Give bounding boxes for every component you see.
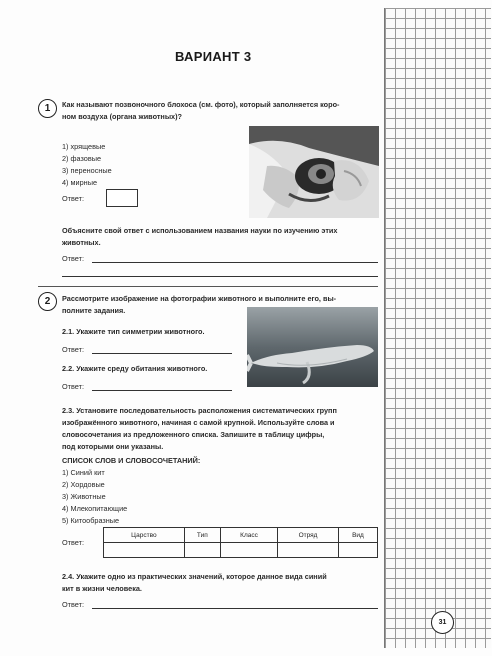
header-kingdom: Царство (104, 528, 185, 543)
q1-answer-line-2[interactable] (62, 276, 378, 277)
q1-option-2: 2) фазовые (62, 154, 101, 163)
q2-sub1: 2.1. Укажите тип симметрии животного. (62, 327, 205, 336)
q1-answer-label: Ответ: (62, 194, 84, 203)
q1-answer-line-1[interactable] (92, 262, 378, 263)
q1-explain-line2: животных. (62, 238, 101, 247)
page-number: 31 (431, 611, 454, 634)
answer-cell-phylum[interactable] (184, 543, 220, 558)
q1-answer-box[interactable] (106, 189, 138, 207)
q2-answer2-line[interactable] (92, 390, 232, 391)
q1-explain-line1: Объясните свой ответ с использованием названия науки по изучению этих (62, 226, 338, 235)
header-order: Отряд (278, 528, 339, 543)
q2-answer4-line[interactable] (92, 608, 378, 609)
whale-photo (247, 307, 378, 387)
q2-sub3-line3: словосочетания из предложенного списка. Запишите в таблицу цифры, (62, 430, 325, 439)
table-header-row (104, 528, 378, 543)
answer-cell-species[interactable] (338, 543, 377, 558)
q2-answer2-label: Ответ: (62, 382, 84, 391)
question-1-number: 1 (38, 99, 57, 118)
answer-cell-kingdom[interactable] (104, 543, 185, 558)
q2-answer1-label: Ответ: (62, 345, 84, 354)
q1-animal-photo (249, 126, 379, 218)
question-2-number: 2 (38, 292, 57, 311)
word-list-item-2: 2) Хордовые (62, 480, 105, 489)
q2-intro-line2: полните задания. (62, 306, 126, 315)
q2-sub3-line2: изображённого животного, начиная с самой крупной. Используйте слова и (62, 418, 335, 427)
q1-option-3: 3) переносные (62, 166, 112, 175)
q1-option-4: 4) мирные (62, 178, 97, 187)
answer-cell-class[interactable] (220, 543, 277, 558)
variant-title: ВАРИАНТ 3 (175, 49, 252, 64)
word-list-item-3: 3) Животные (62, 492, 106, 501)
graph-paper-margin (384, 8, 491, 648)
taxonomy-answer-table (103, 527, 378, 558)
word-list-item-5: 5) Китообразные (62, 516, 120, 525)
q2-sub4-line1: 2.4. Укажите одно из практических значений, которое данное вида синий (62, 572, 327, 581)
q2-answer1-line[interactable] (92, 353, 232, 354)
q2-sub3-line4: под которыми они указаны. (62, 442, 164, 451)
header-phylum: Тип (184, 528, 220, 543)
q2-intro-line1: Рассмотрите изображение на фотографии животного и выполните его, вы- (62, 294, 337, 303)
word-list-item-4: 4) Млекопитающие (62, 504, 128, 513)
word-list-title: СПИСОК СЛОВ И СЛОВОСОЧЕТАНИЙ: (62, 456, 201, 465)
q1-question-line2: ном воздуха (органа животных)? (62, 112, 182, 121)
header-species: Вид (338, 528, 377, 543)
q2-sub2: 2.2. Укажите среду обитания животного. (62, 364, 208, 373)
q1-option-1: 1) хрящевые (62, 142, 106, 151)
q1-answer2-label: Ответ: (62, 254, 84, 263)
table-answer-row (104, 543, 378, 558)
header-class: Класс (220, 528, 277, 543)
word-list-item-1: 1) Синий кит (62, 468, 105, 477)
section-divider (38, 286, 378, 287)
q2-answer4-label: Ответ: (62, 600, 84, 609)
answer-cell-order[interactable] (278, 543, 339, 558)
q2-table-answer-label: Ответ: (62, 538, 84, 547)
q2-sub3-line1: 2.3. Установите последовательность расположения систематических групп (62, 406, 337, 415)
q2-sub4-line2: кит в жизни человека. (62, 584, 142, 593)
q1-question-line1: Как называют позвоночного блохоса (см. фото), который заполняется коро- (62, 100, 340, 109)
